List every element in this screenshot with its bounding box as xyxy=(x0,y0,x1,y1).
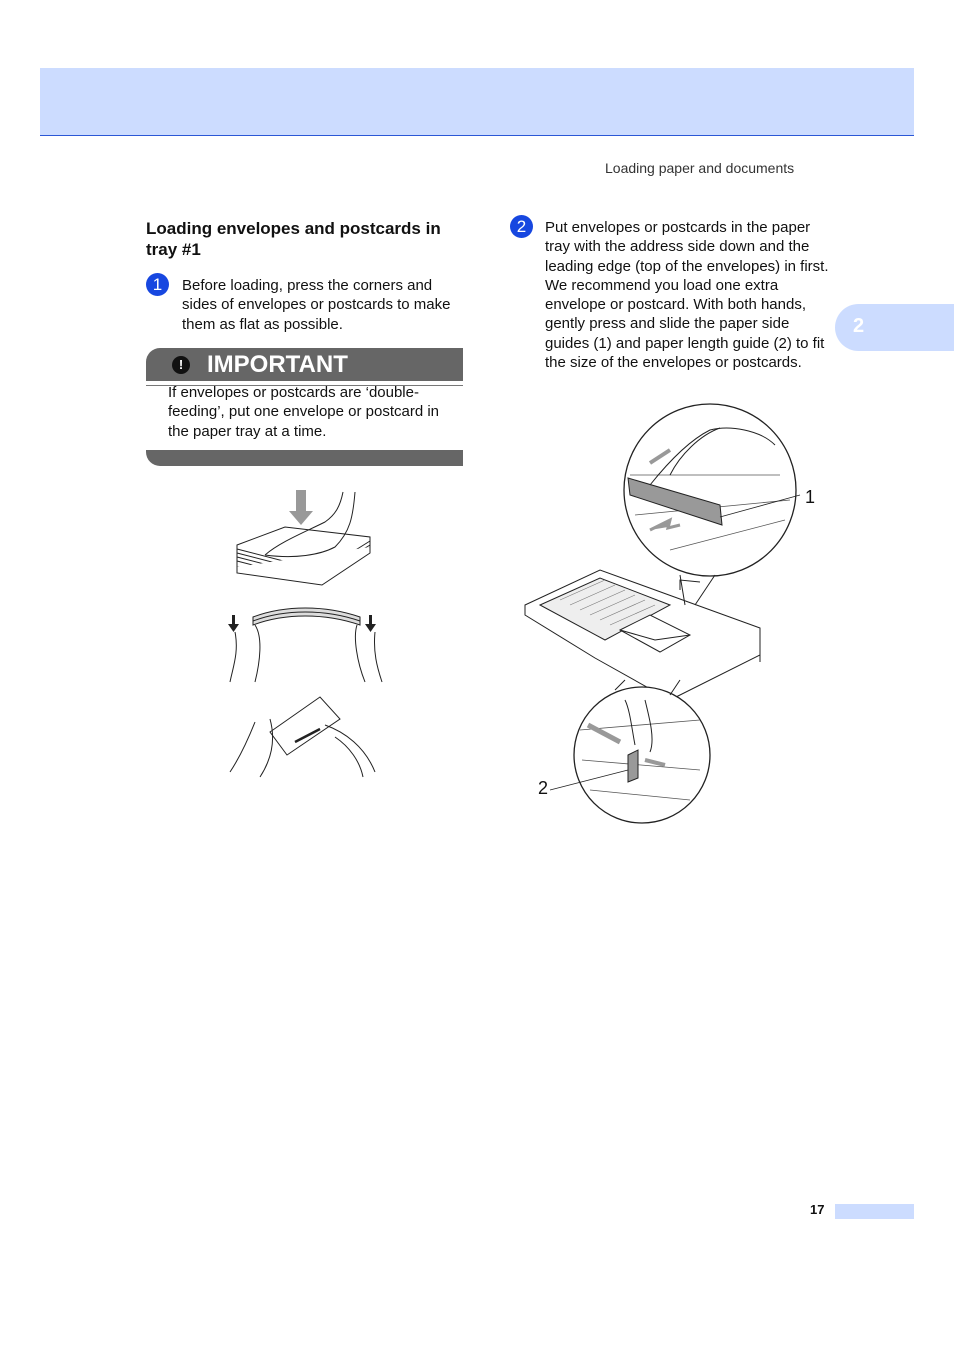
callout-length-guide: 2 xyxy=(538,778,549,798)
chapter-number: 2 xyxy=(853,315,865,337)
footer-band xyxy=(835,1204,914,1219)
important-banner xyxy=(146,348,463,381)
bend-arrow-left-icon xyxy=(228,615,239,632)
bend-arrow-right-icon xyxy=(365,615,376,632)
important-text: If envelopes or postcards are ‘double-feeding’, put one envelope or postcard in the paper tray at a time. xyxy=(168,384,440,440)
step-1-text: Before loading, press the corners and sides of envelopes or postcards to make them as flat as possible. xyxy=(182,277,451,333)
important-label: IMPORTANT xyxy=(207,351,348,378)
step-2-badge: 2 xyxy=(510,215,533,238)
length-guide-icon xyxy=(628,750,638,782)
paper-tray-illustration xyxy=(520,400,820,830)
single-envelope-icon xyxy=(230,697,375,777)
side-guide-magnifier xyxy=(624,404,800,576)
important-footer-bar xyxy=(146,450,463,466)
exclamation-icon: ! xyxy=(172,356,190,374)
flatten-envelopes-illustration xyxy=(225,487,390,787)
running-head: Loading paper and documents xyxy=(605,160,795,176)
page-number: 17 xyxy=(810,1202,825,1217)
step-2-text: Put envelopes or postcards in the paper tray with the address side down and the leading edge (top of the envelopes) in first. We recommend you load one extra envelope or postcard. With both hands, gently press and slide the paper side guides (1) and paper length guide (2) to fit the size of the envelopes or postcards. xyxy=(545,219,829,372)
bend-envelopes-icon xyxy=(230,608,382,682)
step-1-badge: 1 xyxy=(146,273,169,296)
length-guide-magnifier xyxy=(550,687,710,823)
press-down-arrow-icon xyxy=(289,490,313,525)
section-title: Loading envelopes and postcards in tray #1 xyxy=(146,219,441,259)
header-band xyxy=(40,68,914,136)
callout-side-guides: 1 xyxy=(805,487,816,507)
chapter-tab xyxy=(835,304,954,351)
